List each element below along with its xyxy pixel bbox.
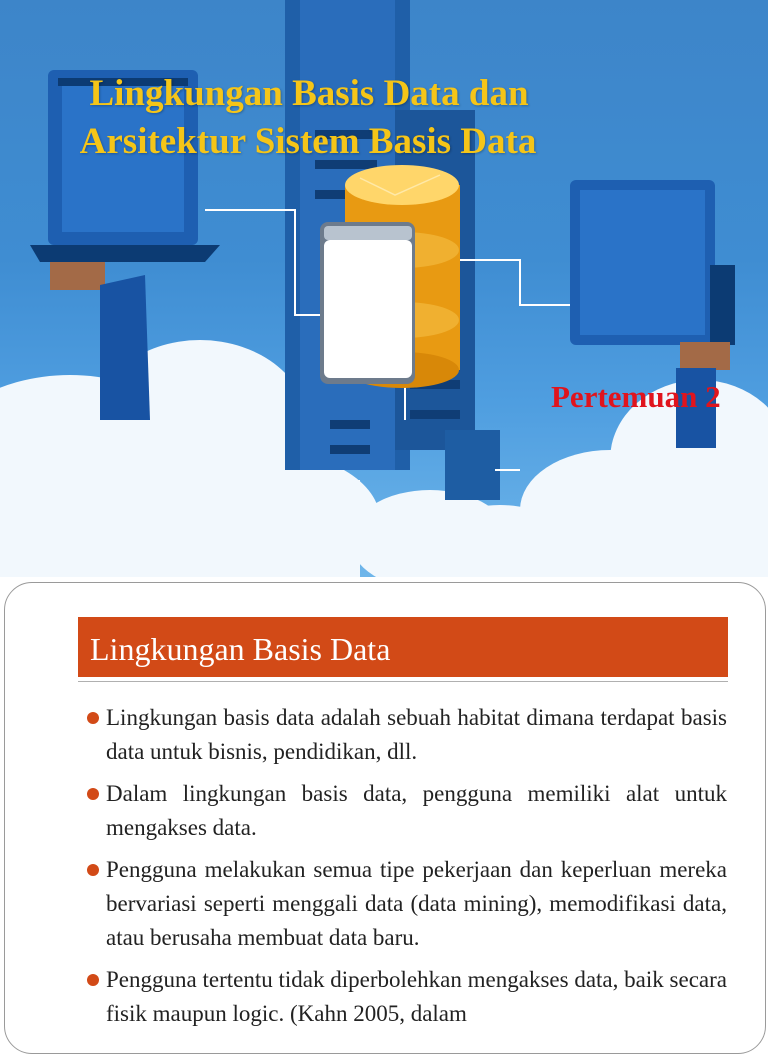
bullet-text: Pengguna tertentu tidak diperbolehkan mengakses data, baik secara fisik maupun logic. (Kahn 2005, dalam [106, 967, 727, 1026]
bullet-text: Dalam lingkungan basis data, pengguna memiliki alat untuk mengakses data. [106, 781, 727, 840]
header-divider [78, 681, 728, 682]
meeting-label: Pertemuan 2 [551, 379, 721, 414]
bullet-item [77, 853, 727, 955]
content-slide [4, 582, 766, 1054]
server-box [320, 222, 415, 384]
bullet-dot-icon [87, 712, 99, 724]
section-heading: Lingkungan Basis Data [90, 631, 391, 667]
bullet-item [77, 963, 727, 1031]
bullet-text: Pengguna melakukan semua tipe pekerjaan dan keperluan mereka bervariasi seperti menggali data (data mining), memodifikasi data, atau berusaha membuat data baru. [106, 857, 727, 950]
title-line-1: Lingkungan Basis Data dan [89, 73, 529, 114]
bullet-text: Lingkungan basis data adalah sebuah habitat dimana terdapat basis data untuk bisnis, pendidikan, dll. [106, 705, 727, 764]
bullet-list [77, 701, 727, 1039]
bullet-item [77, 777, 727, 845]
bullet-dot-icon [87, 974, 99, 986]
title-line-2: Arsitektur Sistem Basis Data [79, 121, 537, 162]
slide-title [0, 70, 768, 166]
bullet-dot-icon [87, 788, 99, 800]
bullet-dot-icon [87, 864, 99, 876]
section-header-bar [78, 617, 728, 677]
bullet-item [77, 701, 727, 769]
